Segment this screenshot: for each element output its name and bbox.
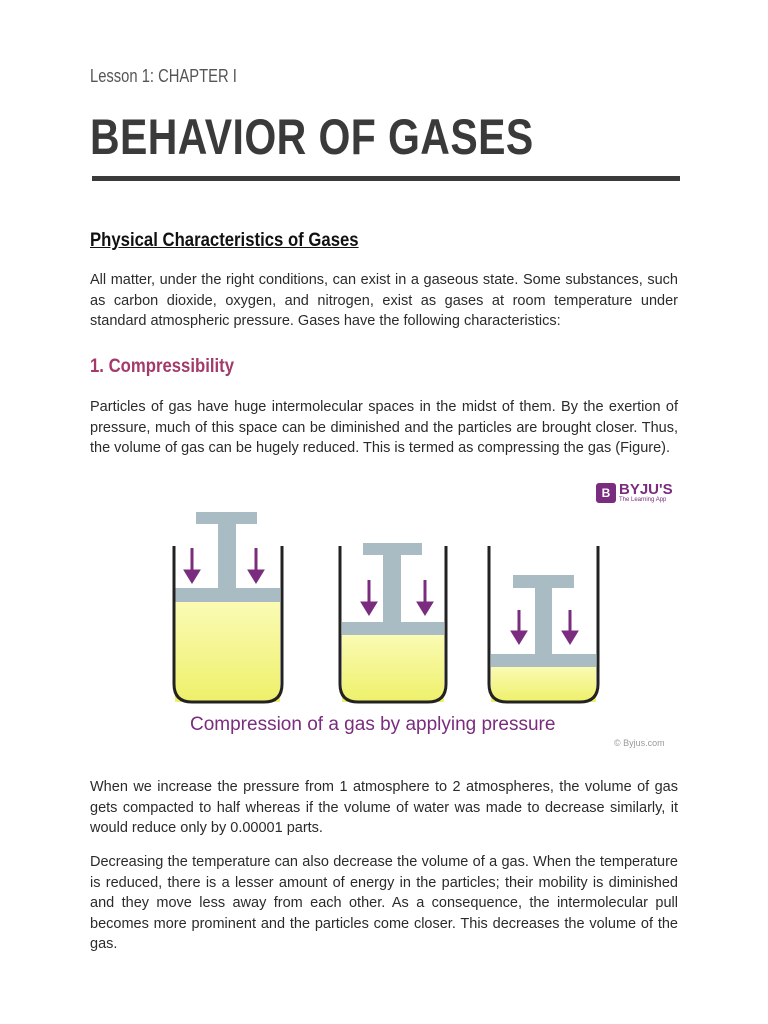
section-heading: Physical Characteristics of Gases bbox=[90, 230, 359, 251]
title-divider bbox=[92, 176, 680, 181]
logo-name: BYJU'S bbox=[619, 481, 673, 498]
compressibility-paragraph-3: Decreasing the temperature can also decrease the volume of a gas. When the temperature is reduced, there is a lesser amount of energy in the particles; their mobility is diminished and they move less away from each other. As a consequence, the intermolecular pull becomes more prominent and the particles come closer. This decreases the volume of the gas. bbox=[90, 854, 678, 952]
compressibility-paragraph-1: Particles of gas have huge intermolecular spaces in the midst of them. By the exertion of pressure, much of this space can be diminished and the particles are brought closer. Thus, the volume of gas can be hugely reduced. This is termed as compressing the gas (Figure). bbox=[90, 399, 678, 456]
compressibility-paragraph-2: When we increase the pressure from 1 atmosphere to 2 atmospheres, the volume of gas gets compacted to half whereas if the volume of water was made to decrease similarly, it would reduce only by 0.00001 parts. bbox=[90, 779, 678, 836]
logo-tagline: The Learning App bbox=[619, 497, 667, 503]
cylinder-1 bbox=[174, 512, 282, 702]
figure-credit: © Byjus.com bbox=[614, 738, 665, 748]
page-title: BEHAVIOR OF GASES bbox=[90, 109, 534, 165]
cylinder-2 bbox=[340, 543, 446, 702]
compressibility-heading: 1. Compressibility bbox=[90, 356, 235, 377]
cylinder-3 bbox=[489, 546, 598, 702]
figure-caption: Compression of a gas by applying pressure bbox=[190, 714, 556, 735]
byjus-logo bbox=[596, 482, 673, 504]
lesson-label: Lesson 1: CHAPTER I bbox=[90, 66, 237, 86]
intro-paragraph: All matter, under the right conditions, can exist in a gaseous state. Some substances, such as carbon dioxide, oxygen, and nitrogen, exist as gases at room temperature under standard atmospheric pressure. Gases have the following characteristics: bbox=[90, 272, 678, 329]
logo-mark: B bbox=[596, 483, 616, 503]
